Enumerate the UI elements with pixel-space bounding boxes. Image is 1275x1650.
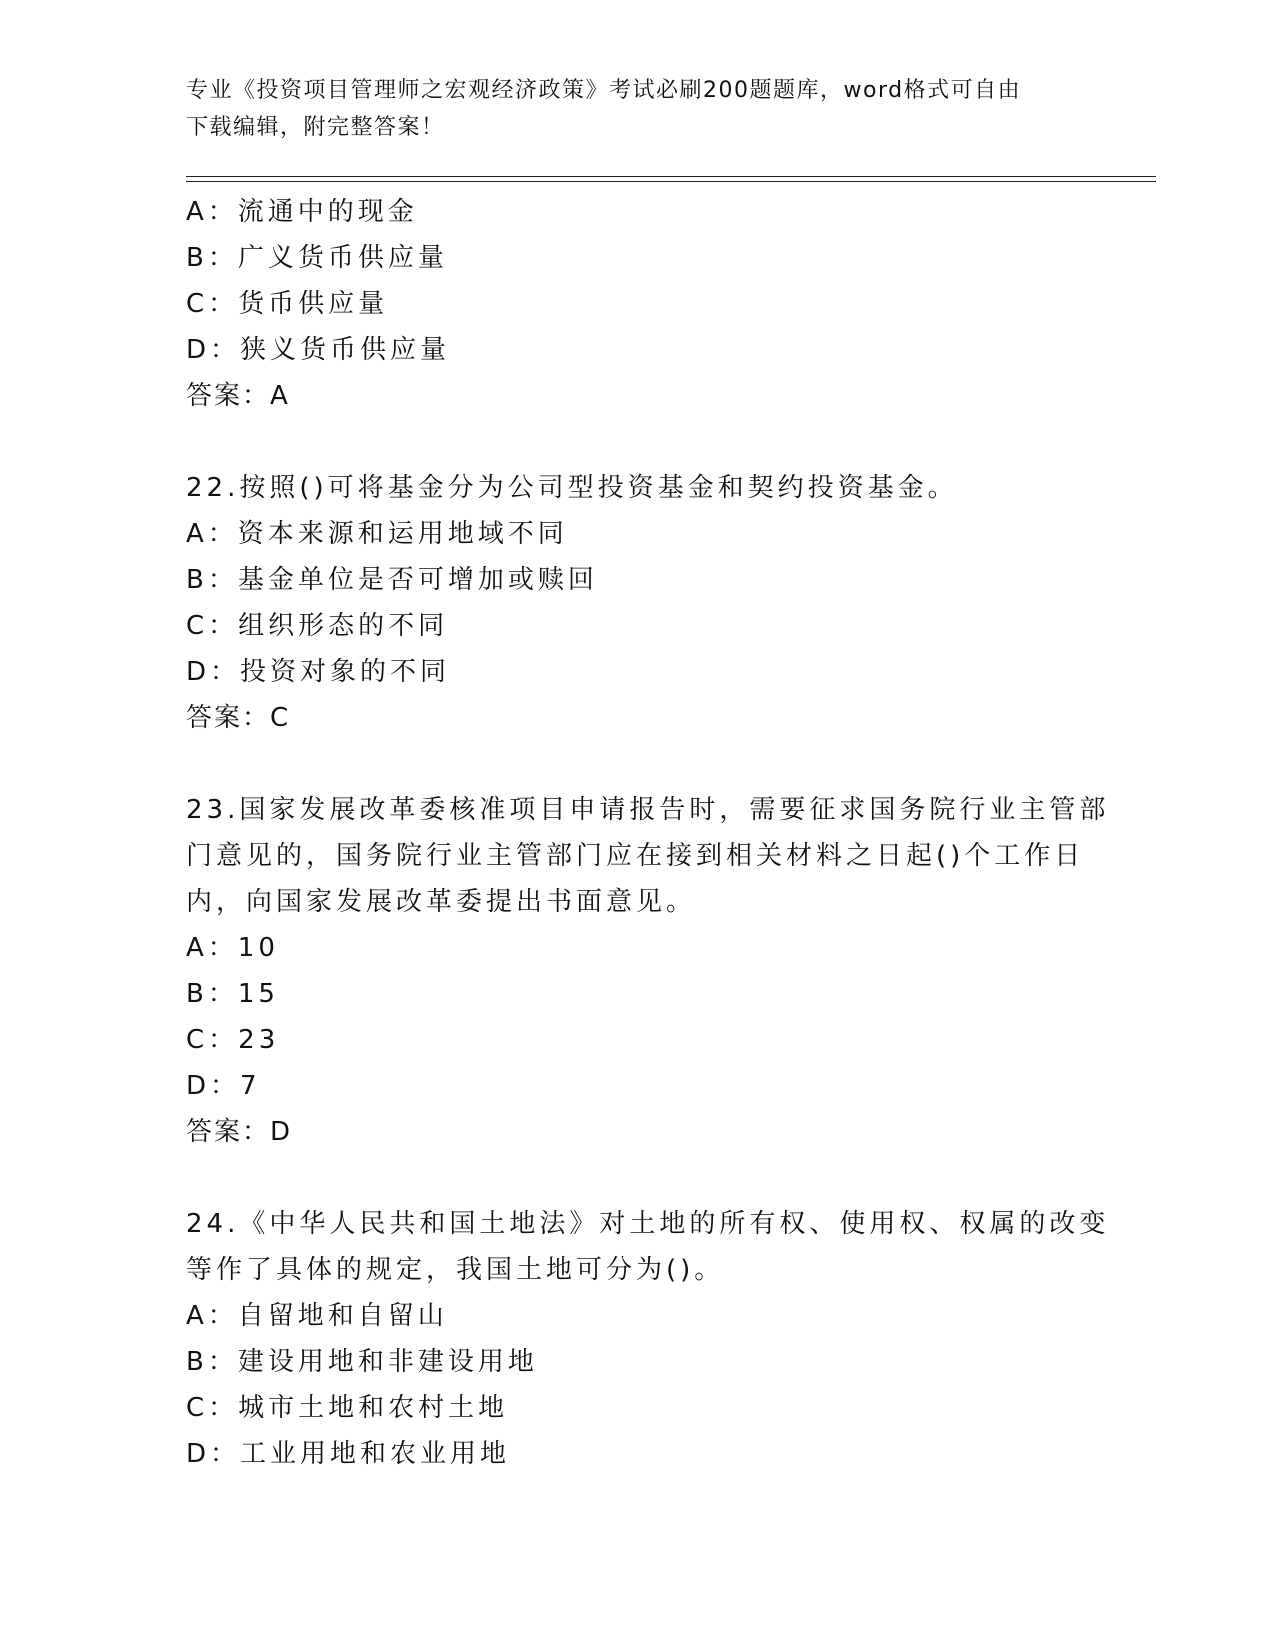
option-c: C：货币供应量 — [186, 289, 389, 319]
question-text-line: 23.国家发展改革委核准项目申请报告时，需要征求国务院行业主管部 — [186, 795, 1110, 825]
answer-text: 答案：A — [186, 381, 290, 411]
header-divider — [186, 176, 1156, 182]
header-line-1: 专业《投资项目管理师之宏观经济政策》考试必刷200题题库，word格式可自由 — [186, 78, 1022, 103]
question-text-line: 内，向国家发展改革委提出书面意见。 — [186, 887, 697, 917]
option-c: C：23 — [186, 1025, 280, 1055]
question-text-line: 等作了具体的规定，我国土地可分为()。 — [186, 1255, 725, 1285]
question-text-line: 门意见的，国务院行业主管部门应在接到相关材料之日起()个工作日 — [186, 841, 1085, 871]
option-d: D：狭义货币供应量 — [186, 335, 451, 365]
question-block-21 — [186, 189, 1086, 419]
option-a: A：资本来源和运用地域不同 — [186, 519, 568, 549]
document-header — [186, 72, 1066, 146]
option-a: A：自留地和自留山 — [186, 1301, 448, 1331]
question-block-24 — [186, 1201, 1110, 1477]
option-d: D：投资对象的不同 — [186, 657, 451, 687]
question-list — [186, 189, 1110, 1477]
spacer — [186, 741, 1086, 787]
option-c: C：城市土地和农村土地 — [186, 1393, 509, 1423]
option-d: D：7 — [186, 1071, 261, 1101]
option-a: A：10 — [186, 933, 279, 963]
option-c: C：组织形态的不同 — [186, 611, 449, 641]
question-block-22 — [186, 465, 1086, 741]
question-block-23 — [186, 787, 1110, 1155]
spacer — [186, 1155, 1086, 1201]
option-b: B：建设用地和非建设用地 — [186, 1347, 538, 1377]
option-b: B：基金单位是否可增加或赎回 — [186, 565, 598, 595]
answer-text: 答案：D — [186, 1117, 293, 1147]
option-b: B：广义货币供应量 — [186, 243, 448, 273]
option-d: D：工业用地和农业用地 — [186, 1439, 511, 1469]
spacer — [186, 419, 1086, 465]
header-line-2: 下载编辑，附完整答案！ — [186, 115, 445, 140]
question-text-line: 22.按照()可将基金分为公司型投资基金和契约投资基金。 — [186, 473, 958, 503]
question-text-line: 24.《中华人民共和国土地法》对土地的所有权、使用权、权属的改变 — [186, 1209, 1110, 1239]
option-a: A：流通中的现金 — [186, 197, 418, 227]
answer-text: 答案：C — [186, 703, 291, 733]
option-b: B：15 — [186, 979, 279, 1009]
